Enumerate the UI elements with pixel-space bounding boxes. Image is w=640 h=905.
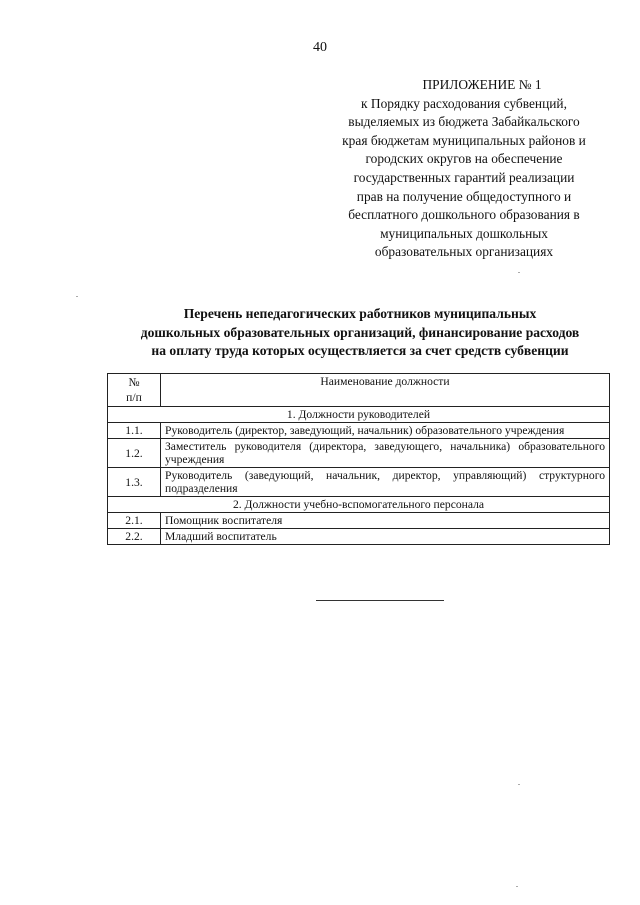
appendix-line: выделяемых из бюджета Забайкальского [348, 114, 580, 130]
row-position-name: Руководитель (директор, заведующий, начальник) образовательного учреждения [161, 423, 610, 439]
row-position-name: Помощник воспитателя [161, 513, 610, 529]
table-row [108, 513, 610, 529]
end-separator-line [316, 600, 444, 601]
header-name-cell: Наименование должности [161, 374, 610, 407]
title-line: Перечень непедагогических работников муниципальных [183, 306, 537, 321]
row-position-name: Заместитель руководителя (директора, заведующего, начальника) образовательного учреждения [161, 439, 610, 468]
document-title [100, 305, 620, 361]
header-number-cell [108, 374, 161, 407]
row-number: 2.2. [108, 529, 161, 545]
appendix-line: муниципальных дошкольных [380, 225, 548, 241]
section-title: 1. Должности руководителей [108, 407, 610, 423]
appendix-line: образовательных организациях [374, 244, 554, 260]
row-position-name: Младший воспитатель [161, 529, 610, 545]
appendix-line: к Порядку расходования субвенций, [361, 95, 567, 111]
appendix-title: ПРИЛОЖЕНИЕ № 1 [422, 77, 542, 92]
row-position-name: Руководитель (заведующий, начальник, директор, управляющий) структурного подразделения [161, 468, 610, 497]
table-header-row [108, 374, 610, 407]
title-line: дошкольных образовательных организаций, финансирование расходов [140, 324, 580, 340]
scan-speck [518, 784, 520, 785]
table-row [108, 468, 610, 497]
header-number-label: п/п [126, 391, 142, 404]
row-number: 1.3. [108, 468, 161, 497]
row-number: 1.1. [108, 423, 161, 439]
section-row [108, 407, 610, 423]
header-number-symbol: № [128, 376, 140, 389]
scan-speck [516, 886, 518, 887]
appendix-block [316, 76, 612, 262]
appendix-line: городских округов на обеспечение [365, 151, 563, 167]
scan-speck [76, 296, 78, 297]
row-number: 1.2. [108, 439, 161, 468]
page-number: 40 [313, 40, 327, 55]
table-row [108, 529, 610, 545]
scan-speck [518, 272, 520, 273]
appendix-line: бесплатного дошкольного образования в [348, 207, 580, 223]
appendix-line: края бюджетам муниципальных районов и [342, 132, 586, 148]
section-row [108, 497, 610, 513]
appendix-line: прав на получение общедоступного и [356, 188, 572, 204]
row-number: 2.1. [108, 513, 161, 529]
positions-table [107, 373, 610, 545]
title-line: на оплату труда которых осуществляется за счет средств субвенции [151, 343, 569, 358]
appendix-line: государственных гарантий реализации [353, 169, 575, 185]
table-row [108, 423, 610, 439]
table-row [108, 439, 610, 468]
section-title: 2. Должности учебно-вспомогательного персонала [108, 497, 610, 513]
